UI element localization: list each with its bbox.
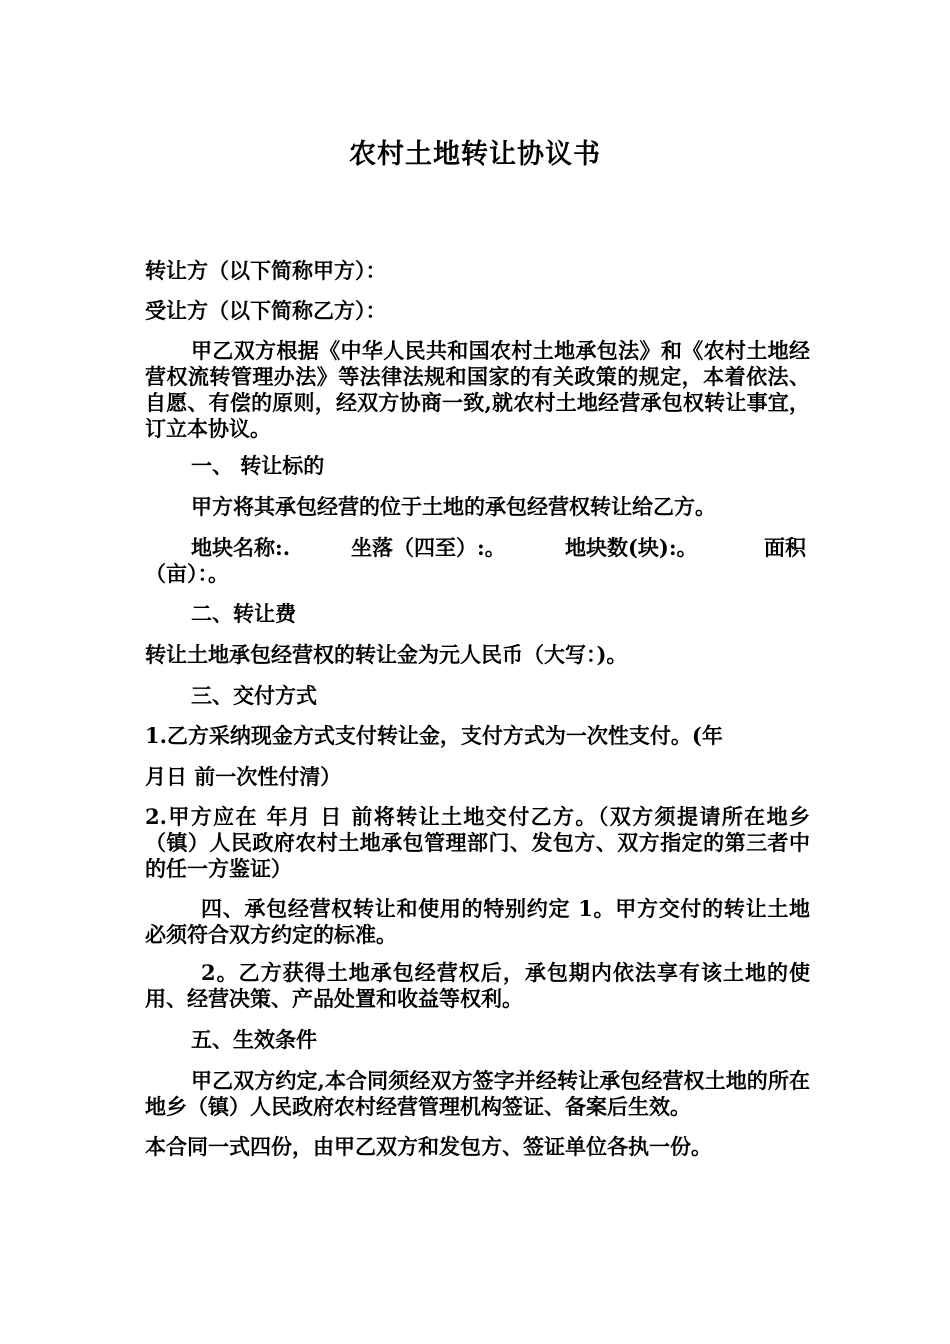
plot-area-unit: （亩）：。 <box>145 561 229 586</box>
section-1-body: 甲方将其承包经营的位于土地的承包经营权转让给乙方。 <box>191 494 716 519</box>
preamble-paragraph: 甲乙双方根据《中华人民共和国农村土地承包法》和《农村土地经营权流转管理办法》等法律法规和国家的有关政策的规定，本着依法、自愿、有偿的原则，经双方协商一致,就农村土地经营承包权转让事宜，订立本协议。 <box>145 338 810 441</box>
section-3-item-1-line-1: 1.乙方采纳现金方式支付转让金，支付方式为一次性支付。(年 <box>145 723 723 748</box>
closing-line: 本合同一式四份，由甲乙双方和发包方、签证单位各执一份。 <box>145 1134 712 1159</box>
section-3-item-2: 2.甲方应在 年月 日 前将转让土地交付乙方。（双方须提请所在地乡（镇）人民政府农村土地承包管理部门、发包方、双方指定的第三者中的任一方鉴证） <box>145 804 810 881</box>
section-2-heading: 二、转让费 <box>191 601 296 626</box>
section-2-body: 转让土地承包经营权的转让金为元人民币（大写：)。 <box>145 642 628 667</box>
document-title: 农村土地转让协议书 <box>349 139 601 170</box>
plot-name: 地块名称:. <box>191 535 291 560</box>
section-3-item-1-line-2: 月日 前一次性付清） <box>145 764 342 789</box>
plot-count: 地块数(块):。 <box>565 535 698 560</box>
section-1-heading: 一、 转让标的 <box>191 453 325 478</box>
plot-location: 坐落（四至）:。 <box>351 535 506 560</box>
plot-area-label: 面积 <box>764 535 806 560</box>
plot-info-row <box>145 535 810 561</box>
section-3-heading: 三、交付方式 <box>191 683 317 708</box>
transferor-line: 转让方（以下简称甲方）： <box>145 258 387 283</box>
section-4-item-2: 2。乙方获得土地承包经营权后，承包期内依法享有该土地的使用、经营决策、产品处置和收益等权利。 <box>145 960 810 1011</box>
section-5-heading: 五、生效条件 <box>191 1027 317 1052</box>
transferee-line: 受让方（以下简称乙方）： <box>145 298 387 323</box>
section-5-body: 甲乙双方约定,本合同须经双方签字并经转让承包经营权土地的所在地乡（镇）人民政府农村经营管理机构签证、备案后生效。 <box>145 1068 810 1119</box>
section-4-heading-item-1: 四、承包经营权转让和使用的特别约定 1。甲方交付的转让土地必须符合双方约定的标准。 <box>145 896 810 947</box>
